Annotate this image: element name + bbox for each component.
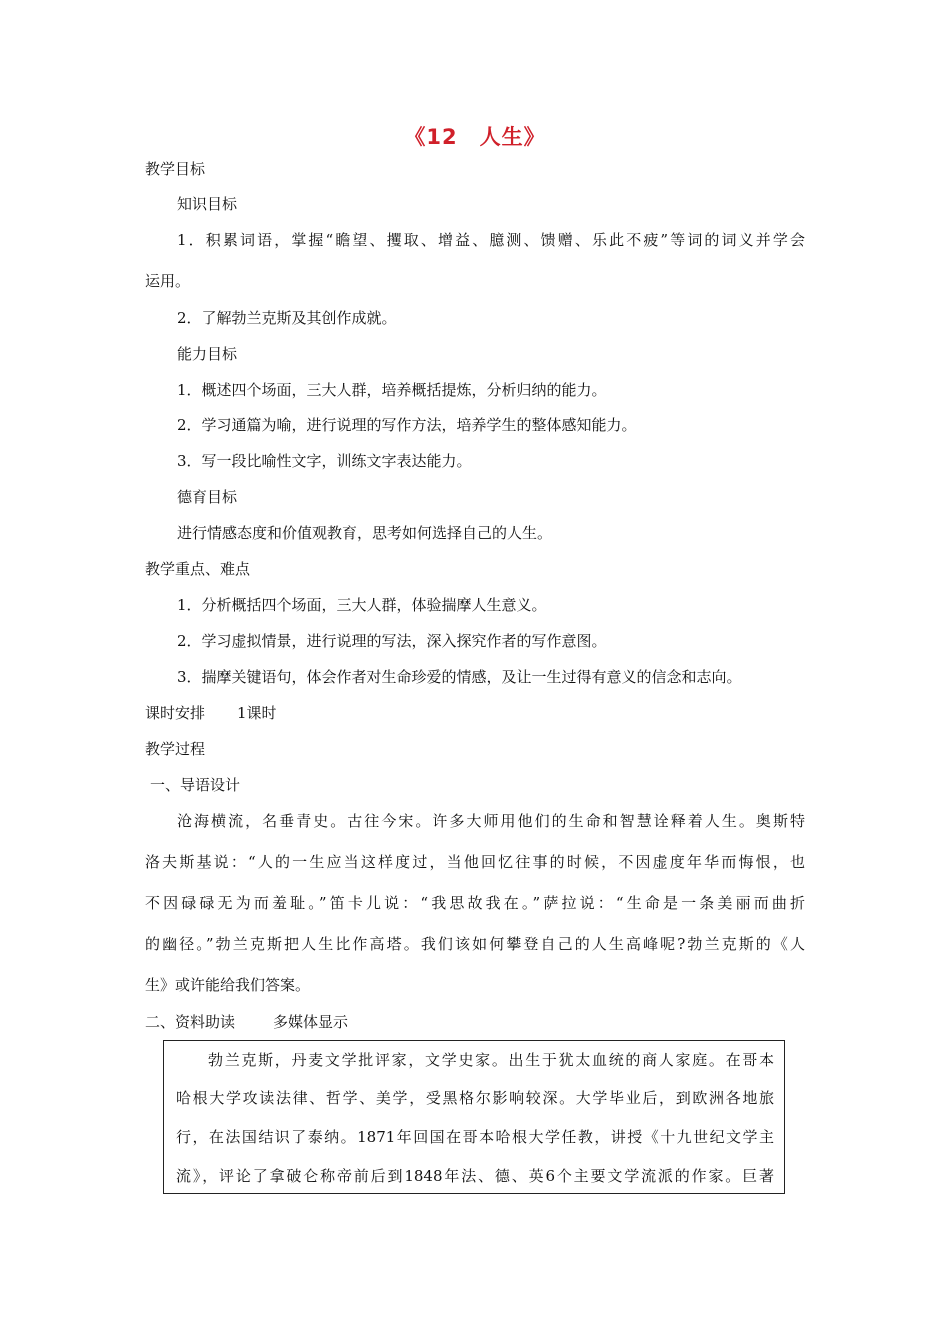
paragraph-line: 进行情感态度和价值观教育，思考如何选择自己的人生。	[177, 524, 553, 542]
paragraph-line: 运用。	[145, 272, 191, 290]
heading-teaching-goals: 教学目标	[145, 160, 206, 178]
subheading-ability-goals: 能力目标	[177, 345, 238, 363]
schedule-label: 课时安排	[145, 704, 206, 722]
heading-key-points: 教学重点、难点	[145, 560, 251, 578]
box-line: 勃兰克斯，丹麦文学批评家，文学史家。出生于犹太血统的商人家庭。在哥本	[208, 1051, 774, 1069]
paragraph-line: 1．分析概括四个场面，三大人群，体验揣摩人生意义。	[177, 596, 547, 614]
paragraph-line: 洛夫斯基说：“人的一生应当这样度过，当他回忆往事的时候，不因虚度年华而悔恨，也	[145, 853, 805, 871]
paragraph-line: 2．了解勃兰克斯及其创作成就。	[177, 309, 397, 327]
paragraph-line: 1．积累词语，掌握“瞻望、攫取、增益、臆测、馈赠、乐此不疲”等词的词义并学会	[177, 231, 805, 249]
paragraph-line: 的幽径。”勃兰克斯把人生比作高塔。我们该如何攀登自己的人生高峰呢?勃兰克斯的《人	[145, 935, 805, 953]
subheading-moral-goals: 德育目标	[177, 488, 238, 506]
document-title: 《12 人生》	[404, 125, 546, 149]
schedule-line	[145, 702, 277, 724]
paragraph-line: 沧海横流，名垂青史。古往今宋。许多大师用他们的生命和智慧诠释着人生。奥斯特	[177, 812, 805, 830]
paragraph-line: 2．学习虚拟情景，进行说理的写法，深入探究作者的写作意图。	[177, 632, 607, 650]
paragraph-line: 生》或许能给我们答案。	[145, 976, 311, 994]
paragraph-line: 1．概述四个场面，三大人群，培养概括提炼，分析归纳的能力。	[177, 381, 607, 399]
paragraph-line: 3．揣摩关键语句，体会作者对生命珍爱的情感，及让一生过得有意义的信念和志向。	[177, 668, 742, 686]
section-note: 多媒体显示	[273, 1013, 349, 1031]
section-heading-intro: 一、导语设计	[150, 776, 241, 794]
paragraph-line: 3．写一段比喻性文字，训练文字表达能力。	[177, 452, 472, 470]
info-box	[163, 1040, 785, 1194]
section-heading-materials	[145, 1011, 348, 1033]
box-line: 流》，评论了拿破仑称帝前后到1848年法、德、英6个主要文学流派的作家。巨著	[176, 1167, 774, 1185]
heading-teaching-process: 教学过程	[145, 740, 206, 758]
section-label: 二、资料助读	[145, 1013, 236, 1031]
paragraph-line: 不因碌碌无为而羞耻。”笛卡儿说：“我思故我在。”萨拉说：“生命是一条美丽而曲折	[145, 894, 805, 912]
paragraph-line: 2．学习通篇为喻，进行说理的写作方法，培养学生的整体感知能力。	[177, 416, 637, 434]
box-line: 行，在法国结识了泰纳。1871年回国在哥本哈根大学任教，讲授《十九世纪文学主	[176, 1128, 774, 1146]
box-line: 哈根大学攻读法律、哲学、美学，受黑格尔影响较深。大学毕业后，到欧洲各地旅	[176, 1089, 774, 1107]
schedule-value: 1课时	[237, 704, 277, 722]
subheading-knowledge-goals: 知识目标	[177, 195, 238, 213]
